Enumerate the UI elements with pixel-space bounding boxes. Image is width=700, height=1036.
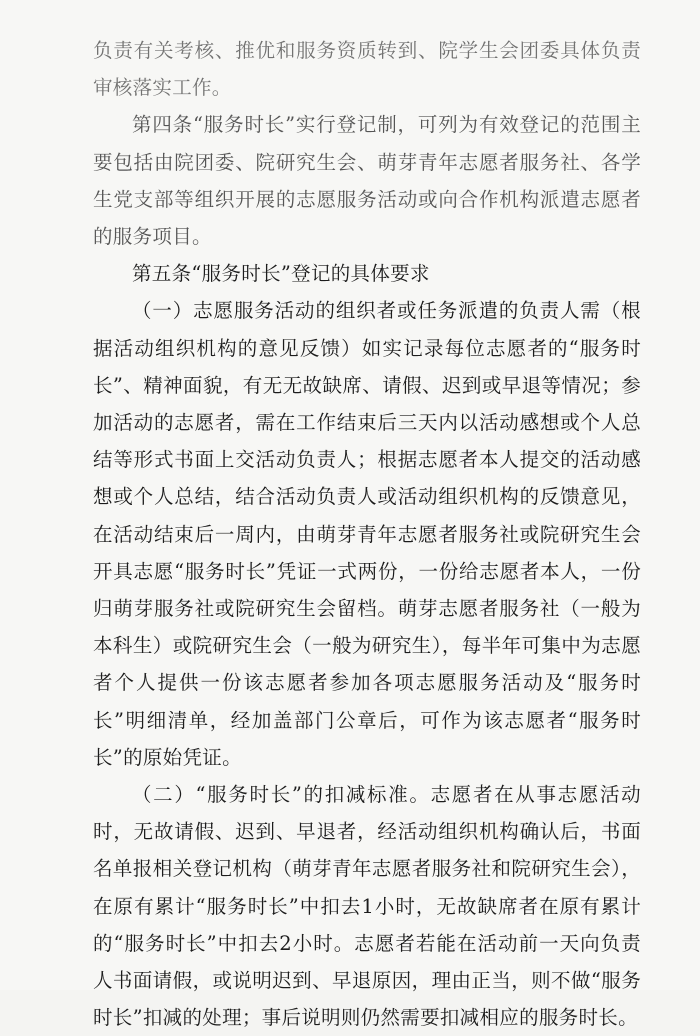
article-five-heading: 第五条“服务时长”登记的具体要求 [132,262,430,286]
clause-one-paragraph: （一）志愿服务活动的组织者或任务派遣的负责人需（根据活动组织机构的意见反馈）如实记录每位志愿者的“服务时长”、精神面貌，有无无故缺席、请假、迟到或早退等情况；参加活动的志愿者，需在工作结束后三天内以活动感想或个人总结等形式书面上交活动负责人；根据志愿者本人提交的活动感想或个人总结，结合活动负责人或活动组织机构的反馈意见，在活动结束后一周内，由萌芽青年志愿者服务社或院研究生会开具志愿“服务时长”凭证一式两份，一份给志愿者本人，一份归萌芽服务社或院研究生会留档。萌芽志愿者服务社（一般为本科生）或院研究生会（一般为研究生），每半年可集中为志愿者个人提供一份该志愿者参加各项志愿服务活动及“服务时长”明细清单，经加盖部门公章后，可作为该志愿者“服务时长”的原始凭证。 [93,299,641,769]
paragraph-continuation: 负责有关考核、推优和服务资质转到、院学生会团委具体负责审核落实工作。 [93,39,641,100]
article-four-paragraph: 第四条“服务时长”实行登记制，可列为有效登记的范围主要包括由院团委、院研究生会、萌芽青年志愿者服务社、各学生党支部等组织开展的志愿服务活动或向合作机构派遣志愿者的服务项目。 [93,113,641,249]
document-body [93,32,641,1036]
clause-two-paragraph: （二）“服务时长”的扣减标准。志愿者在从事志愿活动时，无故请假、迟到、早退者，经活动组织机构确认后，书面名单报相关登记机构（萌芽青年志愿者服务社和院研究生会），在原有累计“服务时长”中扣去1小时，无故缺席者在原有累计的“服务时长”中扣去2小时。志愿者若能在活动前一天向负责人书面请假，或说明迟到、早退原因，理由正当，则不做“服务时长”扣减的处理；事后说明则仍然需要扣减相应的服务时长。 [93,783,641,1030]
